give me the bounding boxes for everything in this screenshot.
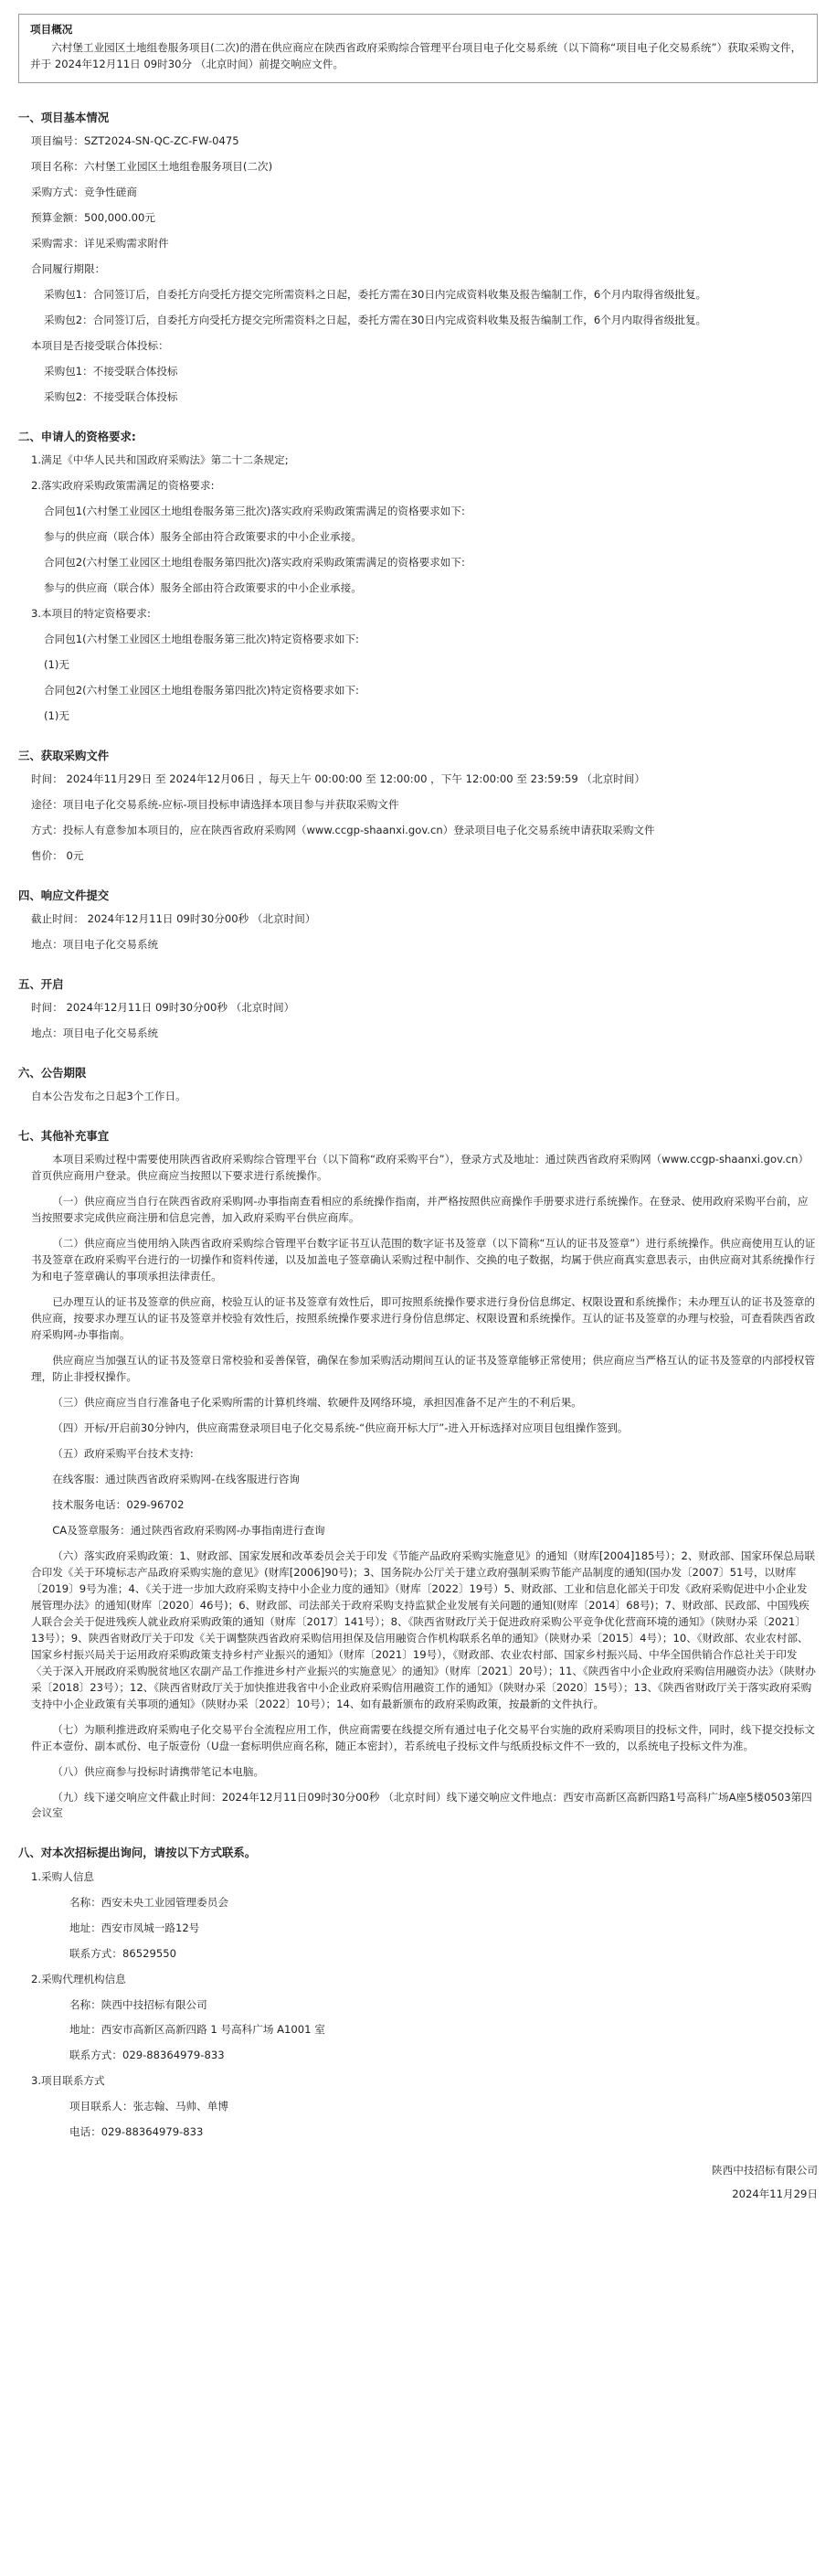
section-heading: 一、项目基本情况 (18, 110, 110, 124)
contract-period-package-2: 采购包2：合同签订后，自委托方向受托方提交完所需资料之日起，委托方需在30日内完成资料收集及报告编制工作，6个月内取得省级批复。 (44, 313, 707, 326)
agency-phone: 联系方式：029-88364979-833 (69, 2049, 225, 2062)
purchaser-name: 名称：西安未央工业园管理委员会 (69, 1895, 228, 1909)
purchaser-title: 1.采购人信息 (31, 1869, 95, 1883)
online-service: 在线客服：通过陕西省政府采购网-在线客服进行咨询 (52, 1473, 301, 1485)
section-contact (18, 1844, 818, 2141)
item-5-tech-support: （五）政府采购平台技术支持: (52, 1447, 194, 1461)
section-project-basic-info (18, 109, 818, 406)
qualification-item: 1.满足《中华人民共和国政府采购法》第二十二条规定; (31, 453, 289, 466)
opening-time: 时间： 2024年12月11日 09时30分00秒 （北京时间） (31, 1001, 295, 1015)
announcement-period-text: 自本公告发布之日起3个工作日。 (31, 1090, 186, 1103)
agency-title: 2.采购代理机构信息 (31, 1972, 126, 1985)
budget-amount: 预算金额：500,000.00元 (31, 211, 155, 225)
purchaser-address: 地址：西安市凤城一路12号 (69, 1921, 200, 1934)
submission-location: 地点：项目电子化交易系统 (31, 937, 159, 951)
project-name: 项目名称：六村堡工业园区土地组卷服务项目(二次) (31, 160, 273, 174)
ca-service: CA及签章服务：通过陕西省政府采购网-办事指南进行查询 (52, 1523, 325, 1537)
qualification-item: 2.落实政府采购政策需满足的资格要求: (31, 478, 215, 492)
section-qualification-requirements (18, 428, 818, 725)
section-heading: 六、公告期限 (18, 1066, 87, 1080)
qualification-list (18, 452, 818, 725)
consortium-package-2: 采购包2：不接受联合体投标 (44, 389, 178, 403)
opening-location: 地点：项目电子化交易系统 (31, 1027, 159, 1040)
certificate-binding: 已办理互认的证书及签章的供应商，校验互认的证书及签章有效性后，即可按照系统操作要求进行身份信息绑定、权限设置和系统操作；未办理互认的证书及签章的供应商，按要求办理互认的证书及签章并校验有效性后，按照系统操作要求进行身份信息绑定、权限设置和系统操作。互认的证书及签章的办理与校验，可查看陕西省政府采购网-办事指南。 (31, 1295, 815, 1342)
item-7-offline-submission: （七）为顺利推进政府采购电子化交易平台全流程应用工作，供应商需要在线提交所有通过电子化交易平台实施的政府采购项目的投标文件，同时，线下提交投标文件正本壹份、副本贰份、电子版壹份（U盘一套标明供应商名称，随正本密封），若系统电子投标文件与纸质投标文件不一致的，以系统电子投标文件为准。 (31, 1722, 815, 1752)
qualification-item: 合同包1(六村堡工业园区土地组卷服务第三批次)特定资格要求如下: (44, 632, 359, 645)
announcement-page (18, 0, 818, 2219)
obtain-method: 方式：投标人有意参加本项目的，应在陕西省政府采购网（www.ccgp-shaanxi.gov.cn）登录项目电子化交易系统申请获取采购文件 (31, 823, 655, 836)
section-announcement-period (18, 1064, 818, 1105)
item-6-procurement-policies: （六）落实政府采购政策：1、财政部、国家发展和改革委员会关于印发《节能产品政府采购实施意见》的通知（财库[2004]185号）；2、财政部、国家环保总局联合印发《关于环境标志产品政府采购实施的意见》(财库[2006]90号)；3、国务院办公厅关于建立政府强制采购节能产品制度的通知(国办发〔2007〕51号，以财库〔2019〕9号为准；4、《关于进一步加大政府采购支持中小企业力度的通知》（财库〔2022〕19号）5、财政部、工业和信息化部关于印发《政府采购促进中小企业发展管理办法》的通知(财库〔2020〕46号)；6、财政部、司法部关于政府采购支持监狱企业发展有关问题的通知(财库〔2014〕68号)；7、财政部、民政部、中国残疾人联合会关于促进残疾人就业政府采购政策的通知（财库〔2017〕141号）；8、《陕西省财政厅关于促进政府采购公平竞争优化营商环境的通知》（陕财办采〔2021〕13号）；9、陕西省财政厅关于印发《关于调整陕西省政府采购信用担保及信用融资合作机构联系名单的通知》（陕财办采〔2015〕4号）；10、《财政部、农业农村部、国家乡村振兴局关于运用政府采购政策支持乡村产业振兴的通知》（财库〔2021〕19号），《财政部、农业农村部、国家乡村振兴局、中华全国供销合作总社关于印发〈关于深入开展政府采购脱贫地区农副产品工作推进乡村产业振兴的实施意见〉的通知》（财库〔2021〕20号）；11、《陕西省中小企业政府采购信用融资办法》（陕财办采〔2018〕23号）；12、《陕西省财政厅关于加快推进我省中小企业政府采购信用融资工作的通知》（陕财办采〔2020〕15号）；13、《陕西省财政厅关于落实政府采购支持中小企业政策有关事项的通知》（陕财办采〔2022〕10号）；14、如有最新颁布的政府采购政策，按最新的文件执行。 (31, 1549, 816, 1710)
item-1-operation-guide: （一）供应商应当自行在陕西省政府采购网-办事指南查看相应的系统操作指南，并严格按照供应商操作手册要求进行系统操作。在登录、使用政府采购平台前，应当按照要求完成供应商注册和信息完善，加入政府采购平台供应商库。 (31, 1195, 809, 1225)
section-opening (18, 975, 818, 1042)
item-4-sign-in: （四）开标/开启前30分钟内，供应商需登录项目电子化交易系统-“供应商开标大厅”-进入开标选择对应项目包组操作签到。 (52, 1421, 629, 1435)
agency-address: 地址：西安市高新区高新四路 1 号高科广场 A1001 室 (69, 2023, 325, 2037)
item-2-digital-certificate: （二）供应商应当使用纳入陕西省政府采购综合管理平台数字证书互认范围的数字证书及签章（以下简称“互认的证书及签章”）进行系统操作。供应商使用互认的证书及签章在政府采购平台进行的一切操作和资料传递，以及加盖电子签章确认采购过程中制作、交换的电子数据，均属于供应商真实意思表示，由供应商对其系统操作行为和电子签章确认的事项承担法律责任。 (31, 1237, 816, 1283)
item-8-laptop: （八）供应商参与投标时请携带笔记本电脑。 (52, 1764, 265, 1778)
item-3-equipment: （三）供应商应当自行准备电子化采购所需的计算机终端、软硬件及网络环境，承担因准备不足产生的不利后果。 (52, 1396, 582, 1410)
qualification-item: 参与的供应商（联合体）服务全部由符合政策要求的中小企业承接。 (44, 529, 362, 543)
section-other-matters (18, 1127, 818, 1822)
qualification-item: (1)无 (44, 708, 70, 722)
section-response-submission (18, 887, 818, 953)
section-heading: 五、开启 (18, 976, 64, 991)
item-9-offline-deadline: （九）线下递交响应文件截止时间：2024年12月11日09时30分00秒 （北京时间）线下递交响应文件地点：西安市高新区高新四路1号高科广场A座5楼0503第四会议室 (31, 1790, 812, 1820)
agency-name: 名称：陕西中技招标有限公司 (69, 1997, 207, 2011)
platform-intro: 本项目采购过程中需要使用陕西省政府采购综合管理平台（以下简称“政府采购平台”），登录方式及地址：通过陕西省政府采购网（www.ccgp-shaanxi.gov.cn）首页供应商用户登录。供应商应当按照以下要求进行系统操作。 (31, 1153, 810, 1183)
qualification-item: 3.本项目的特定资格要求: (31, 606, 151, 620)
project-contact-title: 3.项目联系方式 (31, 2074, 105, 2088)
section-heading: 七、其他补充事宜 (18, 1129, 110, 1144)
qualification-item: 合同包2(六村堡工业园区土地组卷服务第四批次)特定资格要求如下: (44, 683, 359, 697)
section-heading: 三、获取采购文件 (18, 748, 110, 762)
project-contact-phone: 电话：029-88364979-833 (69, 2125, 204, 2139)
submission-deadline: 截止时间： 2024年12月11日 09时30分00秒 （北京时间） (31, 911, 316, 925)
consortium-package-1: 采购包1：不接受联合体投标 (44, 364, 178, 378)
procurement-method: 采购方式：竞争性磋商 (31, 186, 137, 199)
qualification-item: 合同包2(六村堡工业园区土地组卷服务第四批次)落实政府采购政策需满足的资格要求如下: (44, 555, 465, 569)
section-heading: 二、申请人的资格要求: (18, 429, 136, 443)
qualification-item: (1)无 (44, 657, 70, 671)
tech-service-phone: 技术服务电话：029-96702 (52, 1497, 185, 1511)
section-heading: 四、响应文件提交 (18, 888, 110, 902)
procurement-requirement: 采购需求：详见采购需求附件 (31, 237, 169, 250)
document-price: 售价： 0元 (31, 848, 84, 862)
section-heading: 八、对本次招标提出询问，请按以下方式联系。 (18, 1846, 257, 1860)
section-obtain-documents (18, 747, 818, 865)
overview-text: 六村堡工业园区土地组卷服务项目(二次)的潜在供应商应在陕西省政府采购综合管理平台项目电子化交易系统（以下简称“项目电子化交易系统”）获取采购文件，并于 2024年12月11日 09时30分 （北京时间）前提交响应文件。 (30, 40, 802, 70)
contract-period-package-1: 采购包1：合同签订后，自委托方向受托方提交完所需资料之日起，委托方需在30日内完成资料收集及报告编制工作，6个月内取得省级批复。 (44, 287, 707, 301)
obtain-time: 时间： 2024年11月29日 至 2024年12月06日 ，每天上午 00:00:00 至 12:00:00 ，下午 12:00:00 至 23:59:59 （北京时间） (31, 772, 645, 785)
qualification-item: 合同包1(六村堡工业园区土地组卷服务第三批次)落实政府采购政策需满足的资格要求如下: (44, 504, 465, 517)
project-overview-box (18, 14, 818, 83)
contract-period-label: 合同履行期限： (31, 261, 106, 275)
overview-title: 项目概况 (30, 23, 73, 36)
project-number: 项目编号：SZT2024-SN-QC-ZC-FW-0475 (31, 134, 239, 148)
signature-date: 2024年11月29日 (732, 2187, 818, 2201)
certificate-maintenance: 供应商应当加强互认的证书及签章日常校验和妥善保管，确保在参加采购活动期间互认的证书及签章能够正常使用；供应商应当严格互认的证书及签章的内部授权管理，防止非授权操作。 (31, 1354, 815, 1384)
signature-block (18, 2163, 818, 2203)
qualification-item: 参与的供应商（联合体）服务全部由符合政策要求的中小企业承接。 (44, 580, 362, 594)
project-contact-person: 项目联系人：张志翰、马帅、单博 (69, 2100, 228, 2113)
signature-company: 陕西中技招标有限公司 (712, 2164, 818, 2177)
consortium-label: 本项目是否接受联合体投标： (31, 338, 169, 352)
purchaser-phone: 联系方式：86529550 (69, 1946, 176, 1960)
obtain-channel: 途径：项目电子化交易系统-应标-项目投标申请选择本项目参与并获取采购文件 (31, 797, 399, 811)
